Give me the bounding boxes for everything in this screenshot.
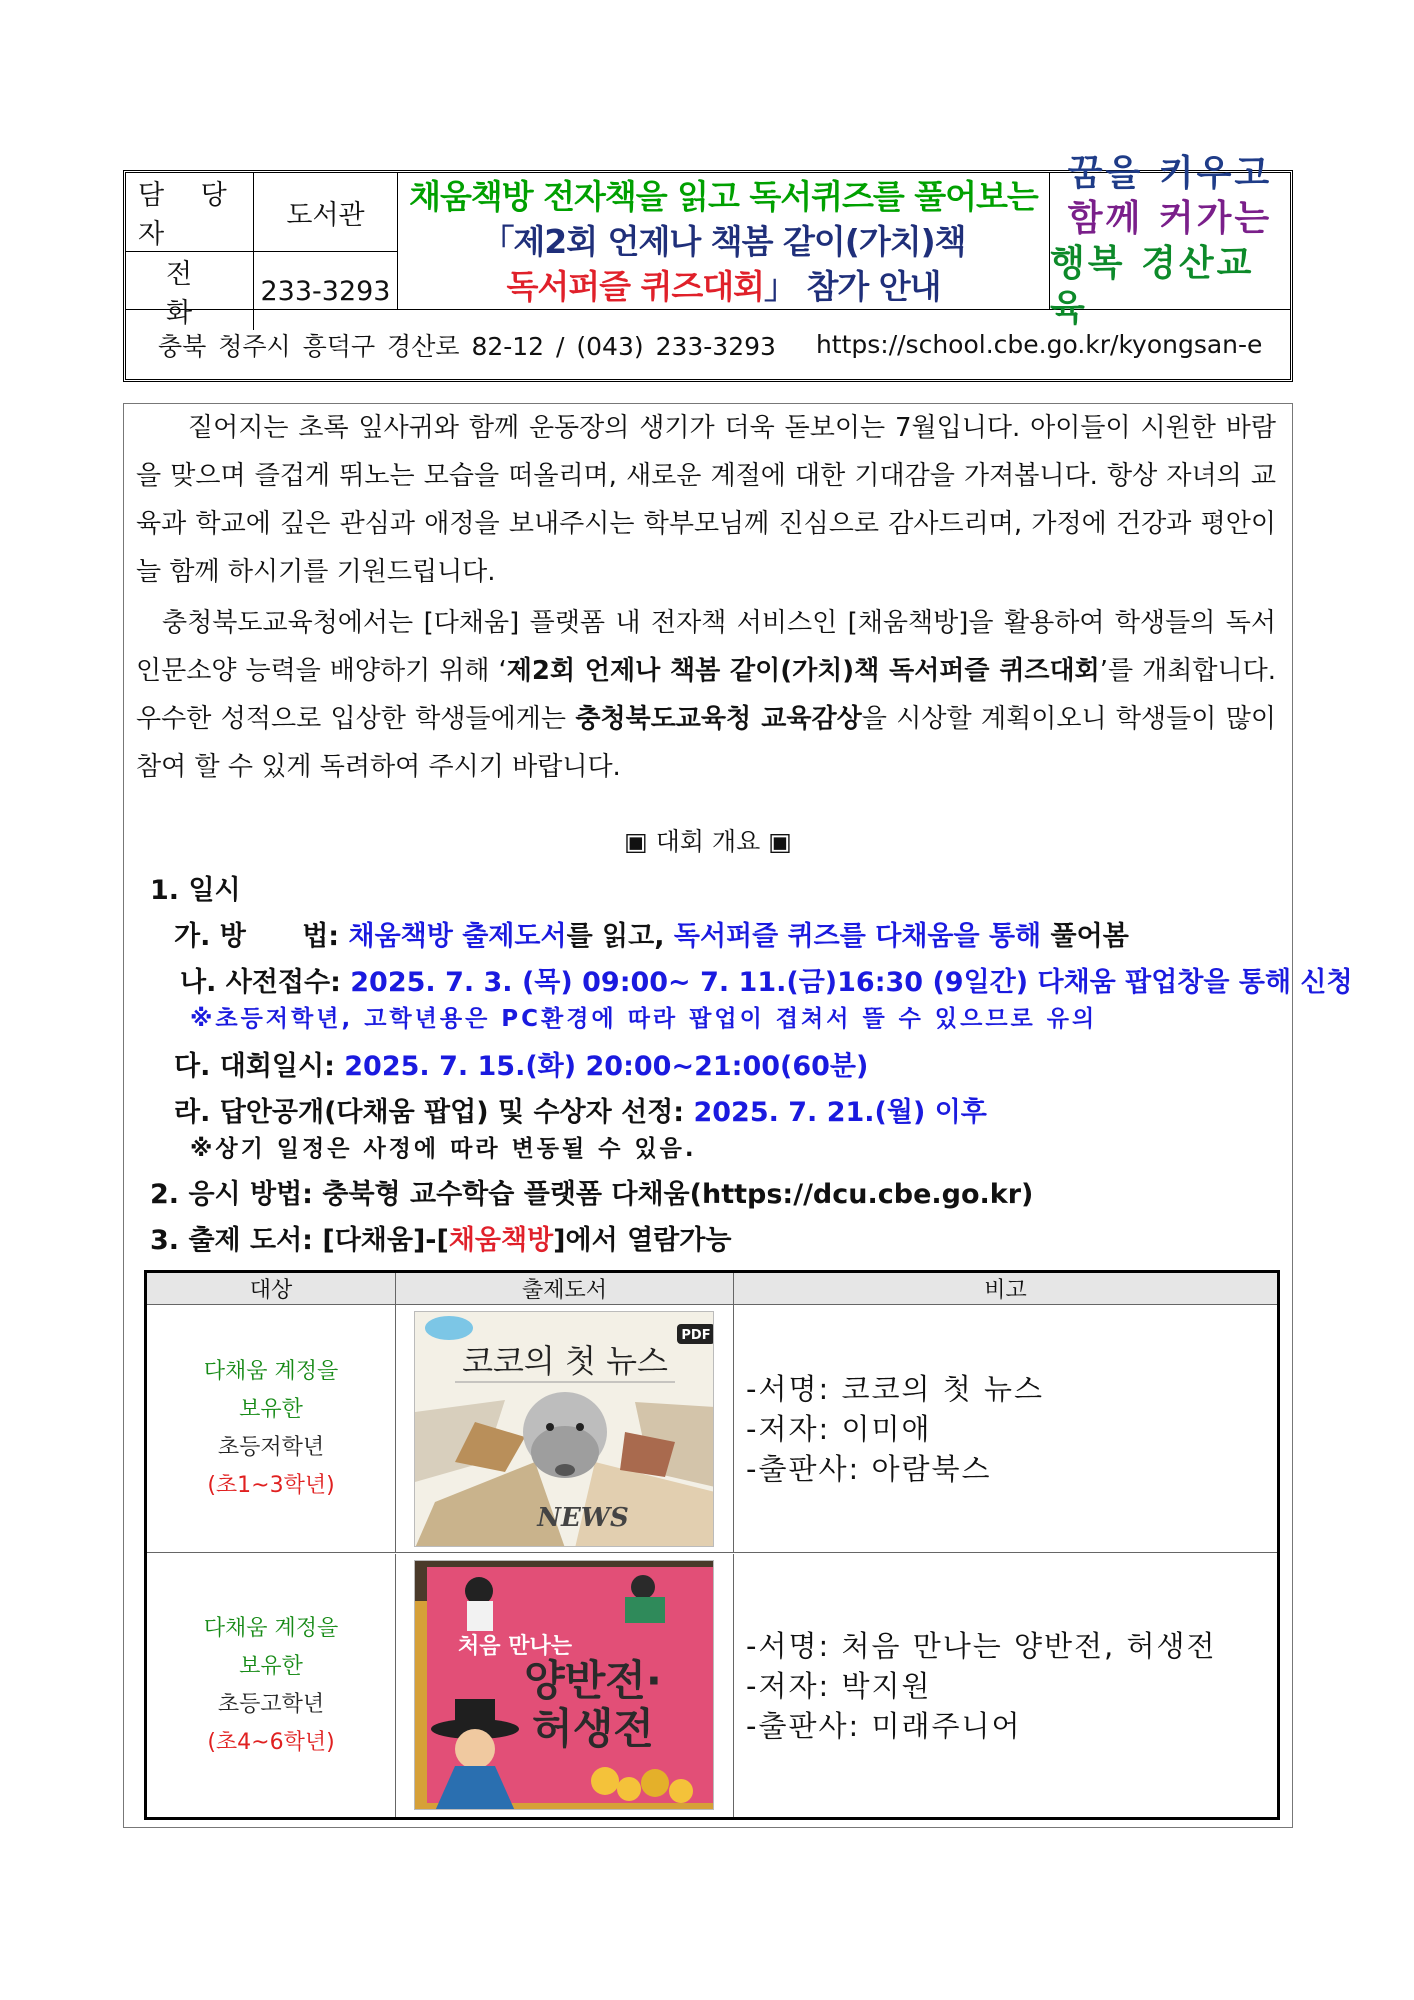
method-label: 가. 방 법:: [174, 921, 349, 952]
target-account: 보유한: [239, 1396, 303, 1422]
document-header: [123, 153, 1293, 382]
target-account: 보유한: [239, 1653, 303, 1679]
book-publisher: -출판사: 미래주니어: [746, 1708, 1022, 1743]
book-cover-cell: [396, 1554, 734, 1817]
contact-key: 전 화: [126, 252, 254, 330]
slogan: [1050, 153, 1290, 329]
table-header-row: [147, 1273, 1277, 1305]
books-heading-red: 채움책방: [448, 1225, 554, 1256]
overview-title: ▣ 대회 개요 ▣: [624, 827, 792, 856]
target-grade: 초등고학년: [217, 1691, 325, 1717]
book-author: -저자: 박지원: [746, 1668, 932, 1703]
prereg-value: 2025. 7. 3. (목) 09:00~ 7. 11.(금)16:30 (9일간) 다채움 팝업창을 통해 신청: [350, 967, 1353, 998]
book-cover-coco: [414, 1311, 714, 1547]
contact-table: [126, 173, 398, 329]
method-quiz: 독서퍼즐 퀴즈를 다채움을 통해: [673, 921, 1042, 952]
cover-illustration-yangban: [415, 1561, 714, 1810]
slogan-line-2: 함께 커가는: [1067, 198, 1273, 239]
header-grid: [126, 153, 1290, 329]
header-book: 출제도서: [396, 1273, 734, 1304]
target-range: (초4~6학년): [207, 1729, 335, 1755]
slogan-line-1: 꿈을 키우고: [1067, 153, 1273, 194]
contest-value: 2025. 7. 15.(화) 20:00~21:00(60분): [344, 1051, 869, 1082]
cover-badge: PDF: [681, 1328, 711, 1343]
answer-line: [174, 1090, 987, 1129]
book-publisher: -출판사: 아람북스: [746, 1451, 992, 1486]
award-name-bold: 충청북도교육청 교육감상: [575, 704, 862, 734]
prereg-note: ※초등저학년, 고학년용은 PC환경에 따라 팝업이 겹쳐서 뜰 수 있으므로 유의: [190, 1006, 1098, 1032]
cover-title-1: 양반전·: [524, 1656, 662, 1705]
method-text: 를 읽고,: [566, 921, 674, 952]
books-heading-text: ]에서 열람가능: [553, 1225, 732, 1256]
title-line-3: [506, 264, 940, 309]
target-account: 다채움 계정을: [203, 1615, 339, 1641]
intro-paragraph-2: [136, 599, 1276, 791]
para2-text: 을 시상할 계획이오니 학생들이 많이 참여 할 수 있게 독려하여 주시기 바랍니다.: [136, 704, 1276, 782]
table-row: [147, 1554, 1277, 1817]
para2-text: 충청북도교육청에서는 [다채움] 플랫폼 내 전자책 서비스인 [채움책방]을 활용하여 학생들의 독서인문소양 능력을 배양하기 위해 ‘: [136, 608, 1276, 686]
schedule-heading: 1. 일시: [150, 875, 241, 906]
book-cover-yangban: [414, 1560, 714, 1810]
target-cell: [147, 1554, 396, 1817]
school-address: 충북 청주시 흥덕구 경산로 82-12 / (043) 233-3293: [158, 331, 776, 361]
target-account: 다채움 계정을: [203, 1358, 339, 1384]
title-line-2: 「제2회 언제나 책봄 같이(가치)책: [481, 221, 966, 261]
contest-label: 다. 대회일시:: [174, 1051, 345, 1082]
method-2-line: 2. 응시 방법: 충북형 교수학습 플랫폼 다채움(https://dcu.cbe.go.kr): [150, 1179, 1034, 1210]
book-info-cell: [734, 1305, 1277, 1552]
answer-value: 2025. 7. 21.(월) 이후: [693, 1097, 987, 1128]
schedule-note: ※상기 일정은 사정에 따라 변동될 수 있음.: [190, 1136, 697, 1162]
cover-subtitle: 처음 만나는: [458, 1634, 572, 1659]
header-target: 대상: [147, 1273, 396, 1304]
contact-value: 도서관: [286, 199, 365, 231]
address-bar: [126, 310, 1290, 379]
method-line: [174, 914, 1129, 953]
title-line-1: 채움책방 전자책을 읽고 독서퀴즈를 풀어보는: [409, 176, 1038, 216]
header-note: 비고: [984, 1278, 1027, 1303]
school-url-link[interactable]: https://school.cbe.go.kr/kyongsan-e: [815, 330, 1263, 359]
book-title: -서명: 코코의 첫 뉴스: [746, 1371, 1045, 1406]
target-range: (초1~3학년): [207, 1472, 335, 1498]
prereg-label: 나. 사전접수:: [180, 967, 351, 998]
method-books: 채움책방 출제도서: [348, 921, 567, 952]
title-line-3-end: 」 참가 안내: [764, 266, 941, 306]
contest-date-line: [174, 1044, 868, 1083]
answer-label: 라. 답안공개(다채움 팝업) 및 수상자 선정:: [174, 1097, 694, 1128]
title-contest-name: 독서퍼즐 퀴즈대회: [506, 266, 764, 306]
book-cover-cell: [396, 1305, 734, 1552]
book-table: [144, 1270, 1280, 1820]
document-title: [398, 173, 1050, 309]
contact-row-manager: [126, 173, 397, 251]
book-title: -서명: 처음 만나는 양반전, 허생전: [746, 1628, 1217, 1663]
cover-title-2: 허생전: [532, 1704, 654, 1753]
books-heading-text: 3. 출제 도서: [다채움]-[: [150, 1225, 449, 1256]
intro-paragraph-1: 짙어지는 초록 잎사귀와 함께 운동장의 생기가 더욱 돋보이는 7월입니다. 아이들이 시원한 바람을 맞으며 즐겁게 뛰노는 모습을 떠올리며, 새로운 계절에 대한 기대감을 가져봅니다. 항상 자녀의 교육과 학교에 깊은 관심과 애정을 보내주시는 학부모님께 진심으로 감사드리며, 가정에 건강과 평안이 늘 함께 하시기를 기원드립니다.: [136, 413, 1276, 587]
book-info-cell: [734, 1554, 1277, 1817]
cover-news-word: NEWS: [537, 1503, 629, 1533]
books-heading: [150, 1218, 731, 1257]
contact-value: 233-3293: [260, 275, 391, 307]
method-text: 풀어봄: [1041, 921, 1129, 952]
table-row: [147, 1305, 1277, 1553]
letter-body: [123, 403, 1353, 1828]
cover-illustration-coco: [415, 1312, 714, 1547]
para2-text: ’를 개최합니다. 우수한 성적으로 입상한 학생들에게는: [136, 656, 1276, 734]
contest-name-bold: 제2회 언제나 책봄 같이(가치)책 독서퍼즐 퀴즈대회: [506, 656, 1100, 686]
contact-key: 담 당 자: [126, 173, 254, 251]
target-cell: [147, 1305, 396, 1552]
target-grade: 초등저학년: [217, 1434, 325, 1460]
slogan-line-3: 행복 경산교육: [1050, 243, 1255, 329]
cover-title: 코코의 첫 뉴스: [462, 1342, 668, 1380]
book-author: -저자: 이미애: [746, 1411, 932, 1446]
prereg-line: [180, 960, 1353, 999]
